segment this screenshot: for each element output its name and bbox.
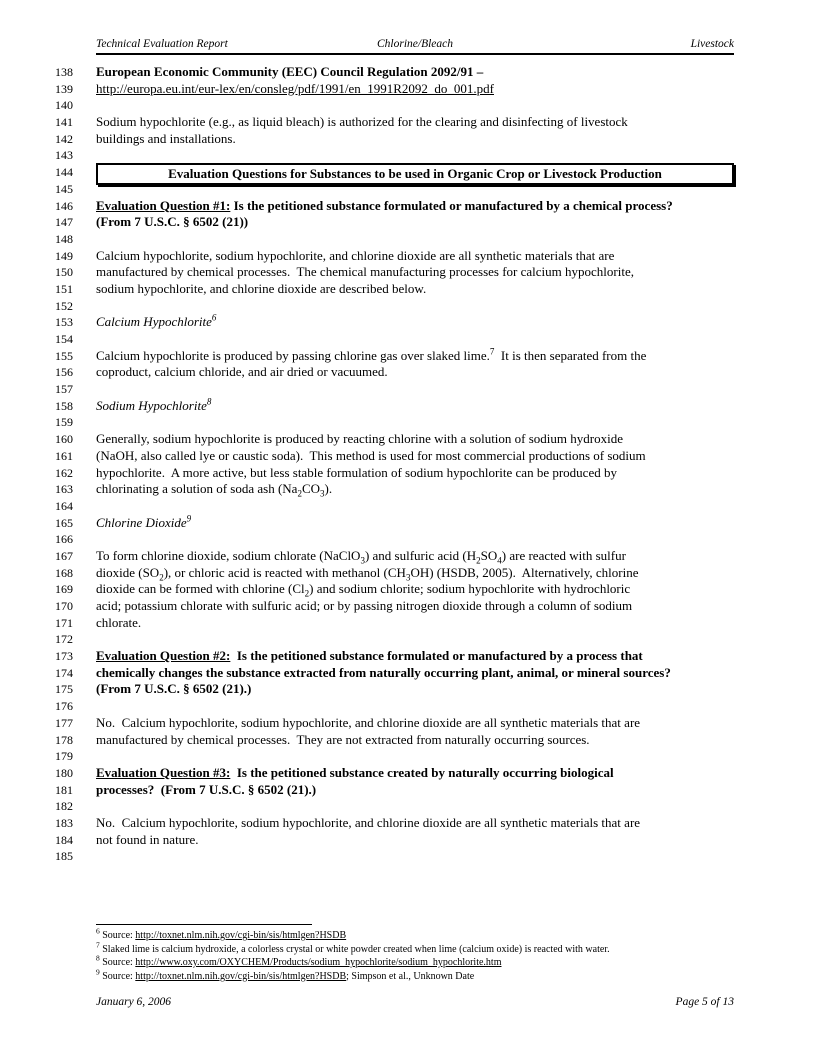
text-segment: Source: xyxy=(99,957,136,968)
line-row xyxy=(55,314,734,331)
text-segment: 8 xyxy=(206,396,212,407)
text-segment: 3 xyxy=(360,555,365,566)
line-row xyxy=(55,414,734,431)
footnotes-section xyxy=(96,924,734,983)
line-content xyxy=(96,448,734,465)
line-number: 184 xyxy=(55,832,73,847)
text-segment: ; Simpson et al., Unknown Date xyxy=(346,970,475,982)
text-segment: 6 xyxy=(211,312,217,323)
text-segment: ). xyxy=(324,481,333,497)
text-segment: Slaked lime is calcium hydroxide, a colorless crystal or white powder created when lime (calcium oxide) is reacted with water. xyxy=(99,943,610,955)
text-segment: Evaluation Question #1: xyxy=(96,197,231,213)
line-number: 152 xyxy=(55,298,73,313)
line-number: 161 xyxy=(55,448,73,463)
text-segment: (NaOH, also called lye or caustic soda). This method is used for most commercial productions of sodium xyxy=(96,447,646,463)
line-content xyxy=(96,348,734,365)
footnote-marker: 9 xyxy=(96,967,100,977)
line-number: 140 xyxy=(55,98,73,113)
text-segment: chlorinating a solution of soda ash (Na xyxy=(96,481,298,497)
line-number: 139 xyxy=(55,81,73,96)
text-segment: To form chlorine dioxide, sodium chlorate (NaClO xyxy=(96,547,361,563)
line-row xyxy=(55,665,734,682)
line-row xyxy=(55,732,734,749)
boxed-section-heading xyxy=(96,163,734,185)
line-content xyxy=(96,398,734,415)
line-number: 168 xyxy=(55,565,73,580)
footnote xyxy=(96,953,734,970)
line-row xyxy=(55,248,734,265)
line-content xyxy=(96,298,734,315)
hyperlink[interactable]: http://www.oxy.com/OXYCHEM/Products/sodium_hypochlorite/sodium_hypochlorite.htm xyxy=(135,957,502,968)
line-number: 167 xyxy=(55,548,73,563)
line-content xyxy=(96,765,734,782)
line-number: 150 xyxy=(55,265,73,280)
line-content xyxy=(96,97,734,114)
text-segment: ) and sulfuric acid (H xyxy=(364,547,477,563)
line-number: 163 xyxy=(55,482,73,497)
line-number: 183 xyxy=(55,815,73,830)
line-row xyxy=(55,848,734,865)
line-number: 171 xyxy=(55,615,73,630)
line-row xyxy=(55,198,734,215)
line-content xyxy=(96,565,734,582)
text-segment: 2 xyxy=(304,588,310,599)
line-number: 156 xyxy=(55,365,73,380)
text-segment: Source: xyxy=(99,930,136,941)
text-segment: Chlorine Dioxide xyxy=(96,514,187,530)
line-content xyxy=(96,515,734,532)
line-number: 174 xyxy=(55,665,73,680)
line-row xyxy=(55,681,734,698)
text-segment: coproduct, calcium chloride, and air dried or vacuumed. xyxy=(96,364,388,380)
line-content xyxy=(96,198,734,215)
line-number: 185 xyxy=(55,849,73,864)
line-number: 154 xyxy=(55,332,73,346)
line-row xyxy=(55,615,734,632)
footnote-separator-rule xyxy=(96,924,312,925)
line-row xyxy=(55,97,734,114)
footnote-marker: 6 xyxy=(96,926,100,936)
line-row xyxy=(55,715,734,732)
text-segment: 3 xyxy=(405,572,411,583)
text-segment: manufactured by chemical processes. They are not extracted from naturally occurring sources. xyxy=(96,731,590,747)
line-row xyxy=(55,448,734,465)
text-segment: acid; potassium chlorate with sulfuric acid; or by passing nitrogen dioxide through a column of sodium xyxy=(96,598,633,613)
line-number: 138 xyxy=(55,65,73,79)
footnote xyxy=(96,926,734,943)
line-number: 148 xyxy=(55,231,73,246)
line-row xyxy=(55,147,734,164)
line-row xyxy=(55,548,734,565)
text-segment: Sodium Hypochlorite xyxy=(96,397,207,413)
text-segment: 2 xyxy=(297,488,302,499)
line-content xyxy=(96,648,734,665)
line-row xyxy=(55,398,734,415)
line-row xyxy=(55,114,734,131)
line-number: 144 xyxy=(55,165,73,180)
line-number: 159 xyxy=(55,415,73,430)
line-number: 153 xyxy=(55,315,73,330)
line-number: 151 xyxy=(55,281,73,296)
text-segment: Calcium Hypochlorite xyxy=(96,314,212,330)
line-number: 179 xyxy=(55,749,73,764)
line-row xyxy=(55,748,734,765)
line-content xyxy=(96,798,734,815)
line-content xyxy=(96,114,734,131)
line-row xyxy=(55,298,734,315)
text-segment: European Economic Community (EEC) Council Regulation 2092/91 – xyxy=(96,64,484,79)
line-row xyxy=(55,598,734,615)
line-number: 176 xyxy=(55,699,73,714)
text-segment: Evaluation Question #2: xyxy=(96,648,231,664)
footnote-marker: 7 xyxy=(96,940,100,950)
line-row xyxy=(55,515,734,532)
line-row xyxy=(55,281,734,298)
text-segment: sodium hypochlorite, and chlorine dioxide are described below. xyxy=(96,280,427,296)
line-row xyxy=(55,698,734,715)
line-row xyxy=(55,565,734,582)
text-segment: Source: xyxy=(99,970,136,982)
text-segment: SO xyxy=(480,547,498,563)
text-segment: Evaluation Questions for Substances to be used in Organic Crop or Livestock Production xyxy=(168,166,662,182)
line-content xyxy=(96,732,734,749)
line-content xyxy=(96,665,734,682)
line-content xyxy=(96,631,734,648)
line-row xyxy=(55,64,734,81)
text-segment: buildings and installations. xyxy=(96,130,236,146)
header-category: Livestock xyxy=(690,38,734,50)
line-number: 166 xyxy=(55,532,73,547)
text-segment: No. Calcium hypochlorite, sodium hypochlorite, and chlorine dioxide are all synthetic materials that are xyxy=(96,814,641,830)
line-content xyxy=(96,615,734,632)
line-content xyxy=(96,431,734,448)
text-segment: manufactured by chemical processes. The chemical manufacturing processes for calcium hypochlorite, xyxy=(96,264,634,280)
line-content xyxy=(96,698,734,715)
line-row xyxy=(55,381,734,398)
line-content xyxy=(96,681,734,698)
text-segment: Calcium hypochlorite is produced by passing chlorine gas over slaked lime. xyxy=(96,347,490,363)
line-content xyxy=(96,314,734,331)
line-row xyxy=(55,348,734,365)
line-row xyxy=(55,765,734,782)
text-segment: 4 xyxy=(497,555,502,566)
text-segment: ) are reacted with sulfur xyxy=(501,547,626,563)
text-segment: No. Calcium hypochlorite, sodium hypochlorite, and chlorine dioxide are all synthetic materials that are xyxy=(96,714,641,730)
line-number: 177 xyxy=(55,715,73,730)
line-content xyxy=(96,832,734,849)
footer-date: January 6, 2006 xyxy=(96,996,172,1008)
line-row xyxy=(55,214,734,231)
footer-page-number: Page 5 of 13 xyxy=(675,996,734,1008)
text-segment: CO xyxy=(301,481,321,497)
line-number: 170 xyxy=(55,599,73,613)
footnote-list xyxy=(96,926,734,983)
text-segment: Is the petitioned substance formulated or manufactured by a process that xyxy=(230,648,643,664)
text-segment: Sodium hypochlorite (e.g., as liquid bleach) is authorized for the clearing and disinfecting of livestock xyxy=(96,114,628,130)
text-segment: not found in nature. xyxy=(96,831,199,847)
line-number: 141 xyxy=(55,115,73,130)
text-segment: It is then separated from the xyxy=(494,347,647,363)
line-content xyxy=(96,81,734,98)
line-content xyxy=(96,581,734,598)
line-row xyxy=(55,581,734,598)
hyperlink[interactable]: http://europa.eu.int/eur-lex/en/consleg/pdf/1991/en_1991R2092_do_001.pdf xyxy=(96,80,494,96)
page-footer xyxy=(96,996,734,1008)
line-number: 164 xyxy=(55,498,73,513)
footnote xyxy=(96,940,734,957)
line-row xyxy=(55,798,734,815)
text-segment: 7 xyxy=(489,346,495,357)
line-number: 146 xyxy=(55,198,73,213)
line-content xyxy=(96,548,734,565)
page-header xyxy=(96,38,734,55)
line-content xyxy=(96,231,734,248)
line-content xyxy=(96,147,734,164)
header-subject: Chlorine/Bleach xyxy=(376,38,453,50)
line-number: 149 xyxy=(55,248,73,263)
line-number: 181 xyxy=(55,782,73,797)
text-segment: ), or chloric acid is reacted with methanol (CH xyxy=(163,564,406,580)
line-row xyxy=(55,648,734,665)
line-content xyxy=(96,748,734,765)
text-segment: 3 xyxy=(320,488,325,499)
line-row xyxy=(55,431,734,448)
text-segment: Generally, sodium hypochlorite is produced by reacting chlorine with a solution of sodium hydroxide xyxy=(96,431,623,447)
line-row xyxy=(55,164,734,181)
line-content xyxy=(96,131,734,148)
line-content xyxy=(96,465,734,482)
text-segment: OH) (HSDB, 2005). Alternatively, chlorine xyxy=(410,564,639,580)
line-content xyxy=(96,414,734,431)
line-number: 155 xyxy=(55,348,73,363)
line-row xyxy=(55,131,734,148)
line-number: 157 xyxy=(55,382,73,397)
line-number: 178 xyxy=(55,732,73,747)
text-segment: 2 xyxy=(476,555,481,566)
line-row xyxy=(55,264,734,281)
text-segment: chlorate. xyxy=(96,614,142,630)
line-content xyxy=(96,214,734,231)
line-row xyxy=(55,815,734,832)
hyperlink[interactable]: http://toxnet.nlm.nih.gov/cgi-bin/sis/htmlgen?HSDB xyxy=(135,930,347,941)
line-row xyxy=(55,465,734,482)
line-number: 162 xyxy=(55,465,73,480)
line-content xyxy=(96,498,734,515)
document-body xyxy=(55,64,734,865)
text-segment: chemically changes the substance extracted from naturally occurring plant, animal, or mineral sources? xyxy=(96,664,671,680)
line-content xyxy=(96,331,734,348)
line-number: 180 xyxy=(55,765,73,780)
line-number: 182 xyxy=(55,799,73,814)
line-number: 142 xyxy=(55,131,73,146)
line-row xyxy=(55,481,734,498)
line-content xyxy=(96,381,734,398)
text-segment: (From 7 U.S.C. § 6502 (21).) xyxy=(96,681,252,697)
text-segment: processes? (From 7 U.S.C. § 6502 (21).) xyxy=(96,781,317,797)
text-segment: dioxide can be formed with chlorine (Cl xyxy=(96,581,305,597)
text-segment: Evaluation Question #3: xyxy=(96,764,231,780)
line-row xyxy=(55,231,734,248)
line-number: 143 xyxy=(55,148,73,163)
line-content xyxy=(96,782,734,799)
line-number: 175 xyxy=(55,682,73,697)
line-number: 165 xyxy=(55,515,73,530)
line-row xyxy=(55,631,734,648)
line-row xyxy=(55,498,734,515)
line-content xyxy=(96,815,734,832)
text-segment: Is the petitioned substance created by naturally occurring biological xyxy=(230,764,614,780)
header-report-title: Technical Evaluation Report xyxy=(96,38,228,50)
line-number: 158 xyxy=(55,398,73,413)
line-content xyxy=(96,481,734,498)
footnote xyxy=(96,967,734,984)
line-number: 173 xyxy=(55,649,73,664)
text-segment: dioxide (SO xyxy=(96,564,160,580)
line-content xyxy=(96,598,734,615)
line-content xyxy=(96,364,734,381)
line-content xyxy=(96,248,734,265)
line-row xyxy=(55,832,734,849)
line-content xyxy=(96,715,734,732)
line-row xyxy=(55,81,734,98)
text-segment: Calcium hypochlorite, sodium hypochlorite, and chlorine dioxide are all synthetic materials that are xyxy=(96,247,615,263)
line-row xyxy=(55,782,734,799)
footnote-marker: 8 xyxy=(96,953,100,963)
text-segment: 2 xyxy=(159,572,164,583)
line-content xyxy=(96,64,734,81)
text-segment: hypochlorite. A more active, but less stable formulation of sodium hypochlorite can be produced by xyxy=(96,464,617,480)
text-segment: Is the petitioned substance formulated or manufactured by a chemical process? xyxy=(230,197,673,213)
line-number: 147 xyxy=(55,215,73,230)
text-segment: (From 7 U.S.C. § 6502 (21)) xyxy=(96,214,249,230)
line-content xyxy=(96,531,734,548)
line-content xyxy=(96,264,734,281)
line-row xyxy=(55,331,734,348)
line-number: 160 xyxy=(55,432,73,447)
text-segment: ) and sodium chlorite; sodium hypochlorite with hydrochloric xyxy=(309,581,631,597)
hyperlink[interactable]: http://toxnet.nlm.nih.gov/cgi-bin/sis/htmlgen?HSDB xyxy=(135,970,347,982)
line-number: 172 xyxy=(55,632,73,647)
line-row xyxy=(55,364,734,381)
line-number: 145 xyxy=(55,181,73,196)
line-content xyxy=(96,848,734,865)
line-content xyxy=(96,281,734,298)
line-number: 169 xyxy=(55,582,73,597)
line-row xyxy=(55,531,734,548)
text-segment: 9 xyxy=(186,513,192,524)
